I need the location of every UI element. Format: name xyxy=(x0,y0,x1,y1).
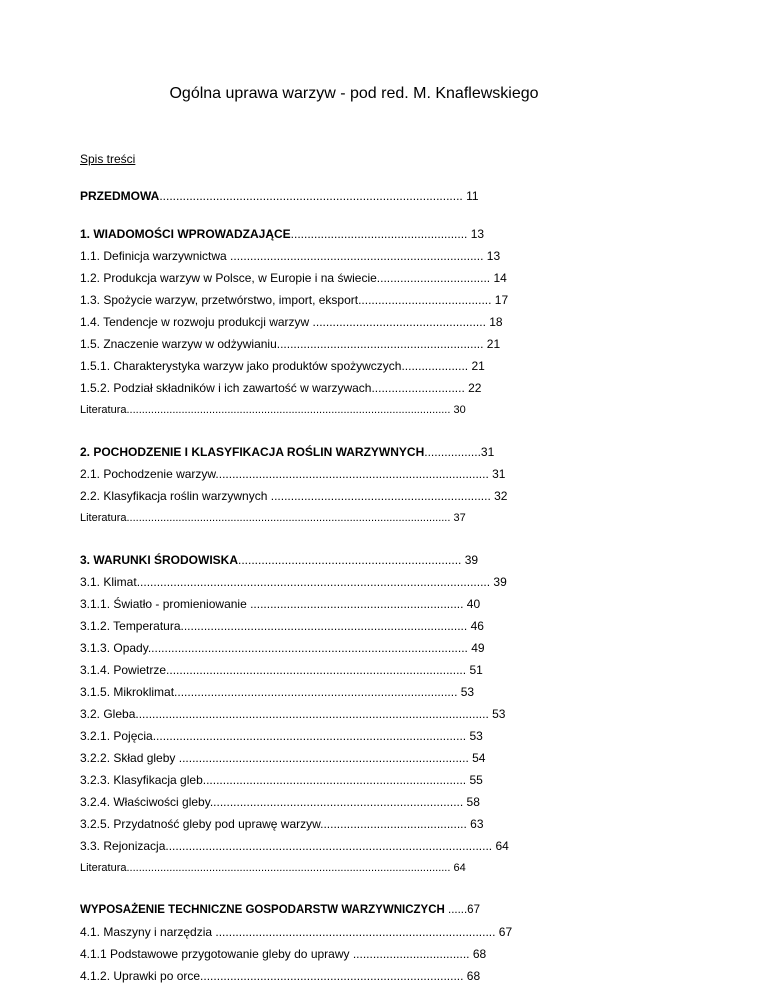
toc-entry[interactable]: 4.1.2. Uprawki po orce............................................................................... 68 xyxy=(80,969,481,983)
toc-entry-preface[interactable]: PRZEDMOWA........................................................................................... 11 xyxy=(80,189,479,203)
toc-entry[interactable]: 2.1. Pochodzenie warzyw.................................................................................. 31 xyxy=(80,467,506,481)
toc-entry[interactable]: 2.2. Klasyfikacja roślin warzywnych .................................................................. 32 xyxy=(80,489,508,503)
toc-entry-literature[interactable]: Literatura.......................................................................................................... 30 xyxy=(80,404,466,416)
toc-entry[interactable]: 1.1. Definicja warzywnictwa ............................................................................ 13 xyxy=(80,249,501,263)
toc-entry-chapter-2[interactable]: 2. POCHODZENIE I KLASYFIKACJA ROŚLIN WARZYWNYCH.................31 xyxy=(80,445,495,459)
toc-entry[interactable]: 3.2.3. Klasyfikacja gleb............................................................................... 55 xyxy=(80,773,483,787)
toc-entry[interactable]: 4.1. Maszyny i narzędzia .................................................................................... 67 xyxy=(80,925,513,939)
toc-entry[interactable]: 3.1.1. Światło - promieniowanie ................................................................ 40 xyxy=(80,597,481,611)
toc-entry[interactable]: 1.4. Tendencje w rozwoju produkcji warzyw .................................................... 18 xyxy=(80,315,503,329)
toc-entry[interactable]: 3.2.5. Przydatność gleby pod uprawę warzyw............................................ 63 xyxy=(80,817,484,831)
toc-entry[interactable]: 1.5.2. Podział składników i ich zawartość w warzywach............................ 22 xyxy=(80,381,482,395)
toc-entry[interactable]: 3.2.1. Pojęcia.............................................................................................. 53 xyxy=(80,729,483,743)
toc-entry-literature[interactable]: Literatura.......................................................................................................... 37 xyxy=(80,512,466,524)
toc-entry[interactable]: 3.1. Klimat.......................................................................................................... 39 xyxy=(80,575,507,589)
toc-entry[interactable]: 3.3. Rejonizacja.................................................................................................. 64 xyxy=(80,839,509,853)
toc-entry[interactable]: 3.1.3. Opady................................................................................................ 49 xyxy=(80,641,485,655)
toc-entry-chapter-1[interactable]: 1. WIADOMOŚCI WPROWADZAJĄCE..................................................... 13 xyxy=(80,227,485,241)
toc-entry[interactable]: 3.1.2. Temperatura...................................................................................... 46 xyxy=(80,619,484,633)
toc-entry[interactable]: 3.2.4. Właściwości gleby............................................................................ 58 xyxy=(80,795,480,809)
toc-entry-chapter-3[interactable]: 3. WARUNKI ŚRODOWISKA................................................................... 39 xyxy=(80,553,479,567)
toc-entry[interactable]: 3.2.2. Skład gleby ....................................................................................... 54 xyxy=(80,751,486,765)
toc-heading: Spis treści xyxy=(80,152,136,166)
toc-entry[interactable]: 1.5. Znaczenie warzyw w odżywianiu.............................................................. 21 xyxy=(80,337,501,351)
document-title: Ogólna uprawa warzyw - pod red. M. Knaflewskiego xyxy=(169,85,539,102)
toc-entry[interactable]: 1.5.1. Charakterystyka warzyw jako produktów spożywczych.................... 21 xyxy=(80,359,485,373)
toc-entry[interactable]: 3.1.5. Mikroklimat..................................................................................... 53 xyxy=(80,685,475,699)
toc-entry[interactable]: 3.1.4. Powietrze.......................................................................................... 51 xyxy=(80,663,483,677)
toc-entry[interactable]: 1.2. Produkcja warzyw w Polsce, w Europie i na świecie.................................. 14 xyxy=(80,271,507,285)
toc-entry[interactable]: 4.1.1 Podstawowe przygotowanie gleby do uprawy ................................... 68 xyxy=(80,947,487,961)
toc-entry[interactable]: 3.2. Gleba.......................................................................................................... 53 xyxy=(80,707,506,721)
toc-entry-literature[interactable]: Literatura.......................................................................................................... 64 xyxy=(80,862,466,874)
toc-entry-chapter-4[interactable]: WYPOSAŻENIE TECHNICZNE GOSPODARSTW WARZYWNICZYCH ......67 xyxy=(80,904,480,916)
toc-entry[interactable]: 1.3. Spożycie warzyw, przetwórstwo, import, eksport........................................ 17 xyxy=(80,293,509,307)
